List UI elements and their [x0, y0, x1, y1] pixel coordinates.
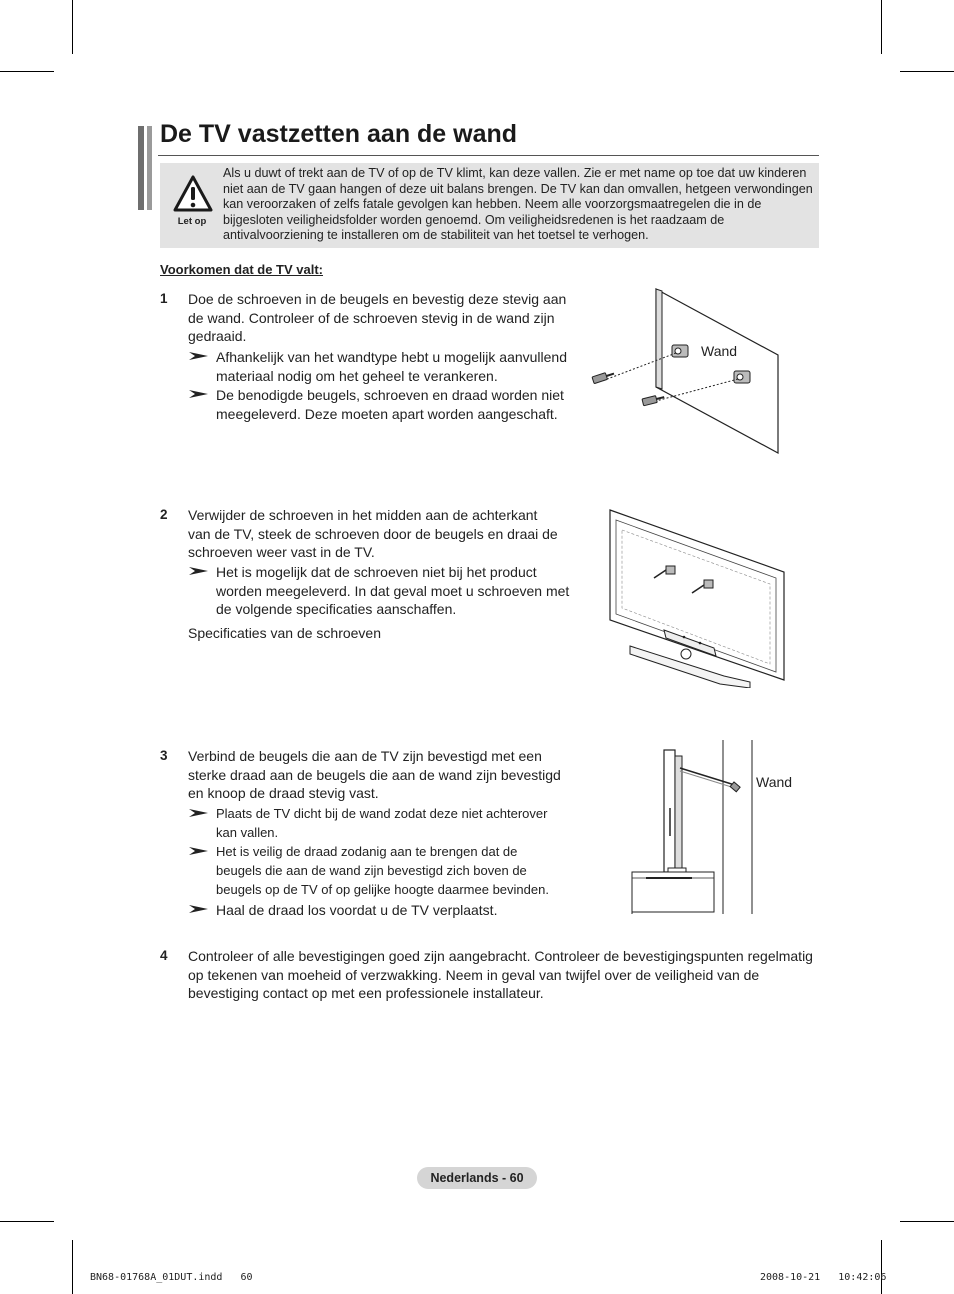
tv-back-illustration [604, 506, 790, 688]
crop-mark [900, 1221, 954, 1222]
step-text: Controleer of alle bevestigingen goed zijn aangebracht. Controleer de bevestigingspunten regelmatig op tekenen van moeheid of verzwakking. Neem in geval van twijfel over de veiligheid van de bevestiging contact op met een professionele installateur. [188, 948, 813, 1002]
page-number: Nederlands - 60 [430, 1171, 524, 1185]
print-slug-file: BN68-01768A_01DUT.indd 60 [90, 1272, 253, 1283]
crop-mark [900, 71, 954, 72]
crop-mark [0, 71, 54, 72]
step-note: Het is mogelijk dat de schroeven niet bij het product worden meegeleverd. In dat geval moet u schroeven met de volgende specificaties aanschaffen. [216, 564, 570, 618]
crop-mark [881, 1240, 882, 1294]
wall-label: Wand [701, 343, 738, 359]
step-note: Plaats de TV dicht bij de wand zodat deze niet achterover kan vallen. [216, 806, 548, 840]
screw-spec-label: Specificaties van de schroeven [188, 625, 381, 641]
page-title: De TV vastzetten aan de wand [160, 120, 518, 148]
step-number: 2 [160, 507, 168, 522]
step-number: 4 [160, 948, 168, 963]
step-number: 1 [160, 291, 168, 306]
wall-label: Wand [756, 774, 793, 790]
note-arrow-icon [189, 351, 209, 361]
crop-mark [72, 1240, 73, 1294]
step-text: Doe de schroeven in de beugels en bevestig deze stevig aan de wand. Controleer of de schroeven stevig in de wand zijn gedraaid. [188, 291, 567, 345]
step-note: Afhankelijk van het wandtype hebt u mogelijk aanvullend materiaal nodig om het geheel te verankeren. [216, 349, 568, 384]
step-note: Het is veilig de draad zodanig aan te brengen dat de beugels die aan de wand zijn bevestigd zich boven de beugels op de TV of op gelijke hoogte daarmee bevinden. [216, 844, 549, 897]
step-note: Haal de draad los voordat u de TV verplaatst. [216, 902, 498, 918]
note-arrow-icon [189, 846, 209, 856]
crop-mark [72, 0, 73, 54]
title-accent-bar [147, 126, 152, 210]
step-text: Verwijder de schroeven in het midden aan de achterkant van de TV, steek de schroeven door de beugels en draai de schroeven weer vast in de TV. [188, 507, 558, 561]
warning-label: Let op [177, 216, 207, 227]
section-subheading: Voorkomen dat de TV valt: [160, 262, 324, 277]
step-number: 3 [160, 748, 168, 763]
step-note: De benodigde beugels, schroeven en draad worden niet meegeleverd. Deze moeten apart worden aangeschaft. [216, 387, 564, 422]
note-arrow-icon [189, 904, 209, 914]
title-divider [158, 155, 819, 156]
step-text: Verbind de beugels die aan de TV zijn bevestigd met een sterke draad aan de beugels die aan de wand zijn bevestigd en knoop de draad stevig vast. [188, 748, 561, 802]
title-accent-bar [138, 126, 144, 210]
note-arrow-icon [189, 566, 209, 576]
note-arrow-icon [189, 808, 209, 818]
print-slug-date: 2008-10-21 10:42:06 [760, 1272, 887, 1283]
tv-wall-strap-illustration [628, 740, 758, 916]
note-arrow-icon [189, 389, 209, 399]
warning-text: Als u duwt of trekt aan de TV of op de TV klimt, kan deze vallen. Zie er met name op toe dat uw kinderen niet aan de TV gaan hangen of deze uit balans brengen. De TV kan dan omvallen, hetgeen verwondingen kan veroorzaken of zelfs fatale gevolgen kan hebben. Neem alle voorzorgsmaatregelen die in de bijgesloten veiligheidsfolder worden genoemd. Om veiligheidsredenen is het raadzaam de antivalvoorziening te installeren om de stabiliteit van het toetsel te verhogen. [223, 166, 813, 243]
crop-mark [881, 0, 882, 54]
crop-mark [0, 1221, 54, 1222]
warning-triangle-icon [172, 174, 214, 214]
wall-bracket-illustration [580, 285, 780, 457]
